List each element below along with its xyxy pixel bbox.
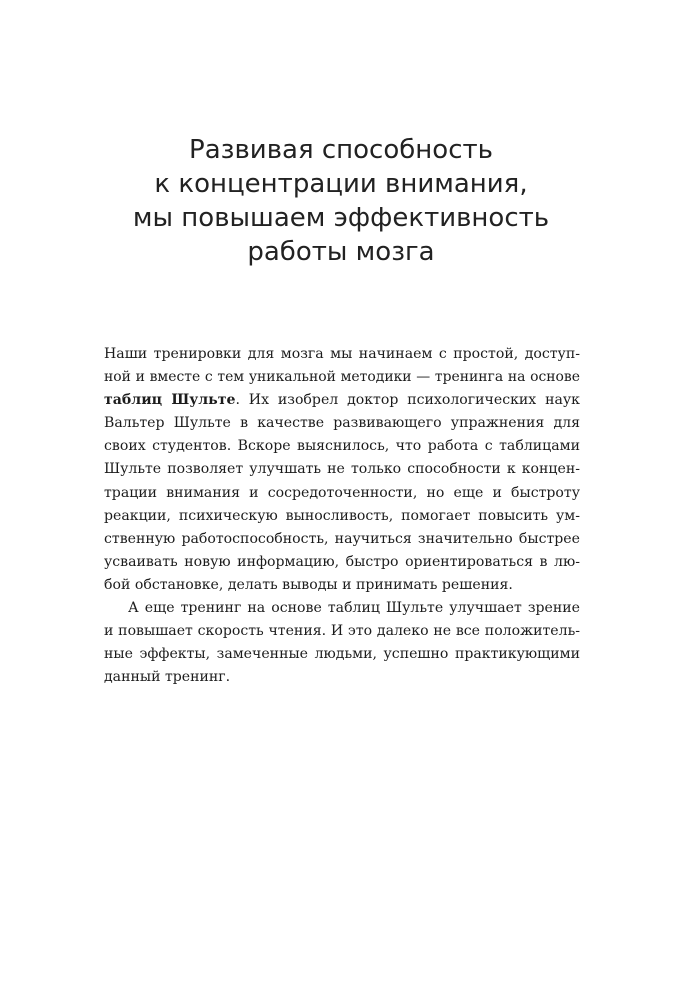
heading-line-3: мы повышаем эффективность [132,203,550,233]
text-line: своих студентов. Вскоре выяснилось, что работа с таблицами [104,438,580,455]
text-line: трации внимания и сосредоточенности, но еще и быстроту [104,484,580,501]
text-line: ные эффекты, замеченные людьми, успешно практикующими [104,646,580,663]
paragraph-1 [104,343,580,597]
body-text [104,343,580,689]
paragraph-2 [104,597,580,689]
heading-line-2: к концентрации внимания, [154,169,528,199]
text-line: ной и вместе с тем уникальной методики — тренинга на основе [104,369,580,386]
text-fragment: . Их изобрел доктор психологических наук [235,392,580,409]
heading-line-4: работы мозга [247,237,435,267]
chapter-heading [60,133,622,269]
text-line: А еще тренинг на основе таблиц Шульте улучшает зрение [128,600,580,617]
schulte-tables-term: таблиц Шульте [104,392,236,409]
text-line: усваивать новую информацию, быстро ориентироваться в лю- [104,553,580,570]
text-line: и повышает скорость чтения. И это далеко не все положитель- [104,623,580,640]
text-line: Вальтер Шульте в качестве развивающего упражнения для [104,415,580,432]
text-line: ственную работоспособность, научиться значительно быстрее [104,530,580,547]
text-line: данный тренинг. [104,669,231,686]
text-line: реакции, психическую выносливость, помогает повысить ум- [104,507,580,524]
text-line [104,389,580,412]
heading-line-1: Развивая способность [189,135,493,165]
text-line: Шульте позволяет улучшать не только способности к концен- [104,461,580,478]
text-line: бой обстановке, делать выводы и принимать решения. [104,576,513,593]
text-line: Наши тренировки для мозга мы начинаем с простой, доступ- [104,346,580,362]
